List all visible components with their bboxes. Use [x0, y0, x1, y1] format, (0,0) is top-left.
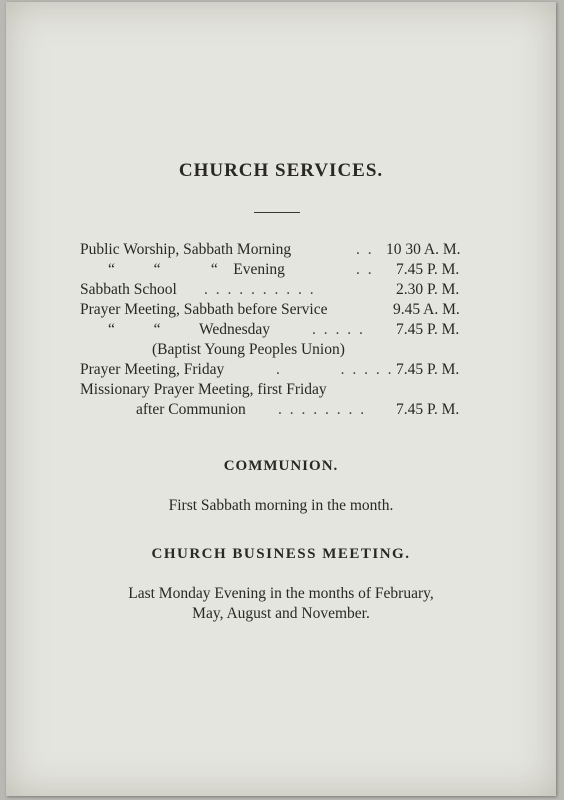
schedule-label: “ “ Wednesday	[108, 321, 271, 338]
schedule-label: (Baptist Young Peoples Union)	[152, 341, 345, 358]
schedule-label: Missionary Prayer Meeting, first Friday	[80, 381, 327, 398]
schedule-row	[80, 380, 478, 400]
leader-dots: . . . . . . . .	[278, 401, 367, 418]
business-meeting-text-line2: May, August and November.	[192, 605, 370, 622]
schedule-row	[80, 260, 478, 280]
schedule-time: 2.30 P. M.	[396, 281, 460, 298]
leader-dots: . . . . . .	[276, 361, 394, 378]
page-title: CHURCH SERVICES.	[178, 160, 384, 181]
schedule-row	[80, 280, 478, 300]
schedule-row	[80, 320, 478, 340]
schedule-row	[80, 360, 478, 380]
schedule-label: “ “ “ Evening	[108, 261, 285, 278]
schedule-time: 7.45 P. M.	[396, 361, 460, 378]
schedule-label: Public Worship, Sabbath Morning	[80, 241, 292, 258]
schedule-time: 7.45 P. M.	[396, 261, 460, 278]
schedule-row	[80, 340, 478, 360]
business-meeting-text-line1: Last Monday Evening in the months of February,	[128, 585, 434, 602]
schedule-row	[80, 300, 478, 320]
business-meeting-heading: CHURCH BUSINESS MEETING.	[151, 546, 411, 562]
leader-dots: . .	[356, 241, 374, 258]
schedule-label: Prayer Meeting, Friday	[80, 361, 225, 378]
schedule-time: 7.45 P. M.	[396, 321, 460, 338]
schedule-time: 10 30 A. M.	[386, 241, 461, 258]
schedule-time: 7.45 P. M.	[396, 401, 460, 418]
schedule-row	[80, 400, 478, 420]
leader-dots: . . . . . . . . . .	[204, 281, 316, 298]
schedule-label: Sabbath School	[80, 281, 177, 298]
schedule-label: Prayer Meeting, Sabbath before Service	[80, 301, 328, 318]
communion-text: First Sabbath morning in the month.	[168, 497, 394, 514]
leader-dots: . . . . .	[312, 321, 365, 338]
booklet-page	[6, 2, 556, 796]
schedule-time: 9.45 A. M.	[393, 301, 460, 318]
leader-dots: . .	[356, 261, 374, 278]
schedule-label: after Communion	[136, 401, 246, 418]
communion-heading: COMMUNION.	[223, 458, 339, 474]
schedule-row	[80, 240, 478, 260]
title-divider	[254, 212, 300, 213]
